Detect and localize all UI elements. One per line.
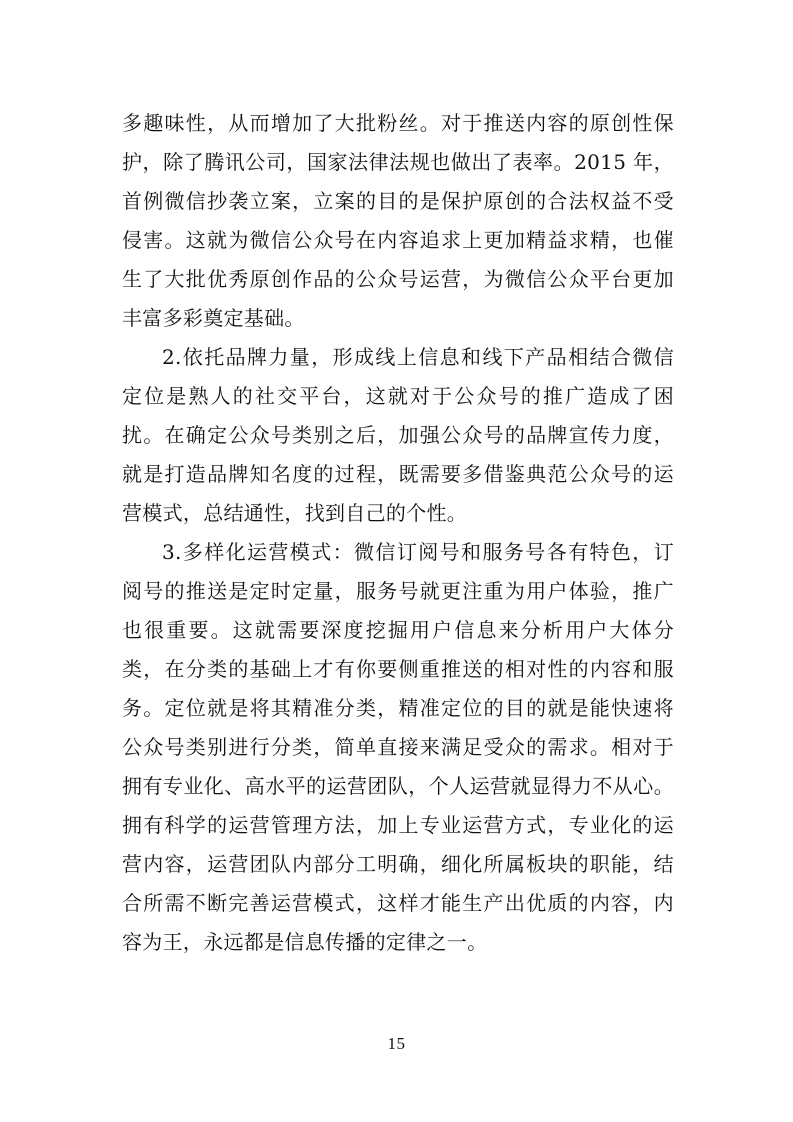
- text-line: 2.依托品牌力量，形成线上信息和线下产品相结合微信: [162, 345, 674, 369]
- text-line: 合所需不断完善运营模式，这样才能生产出优质的内容，内: [122, 891, 674, 915]
- text-line: 也很重要。这就需要深度挖掘用户信息来分析用户大体分: [122, 618, 674, 642]
- text-line: 丰富多彩奠定基础。: [122, 306, 305, 330]
- text-line: 护，除了腾讯公司，国家法律法规也做出了表率。2015 年，: [122, 150, 674, 174]
- text-line: 侵害。这就为微信公众号在内容追求上更加精益求精，也催: [122, 228, 674, 252]
- text-line: 拥有科学的运营管理方法，加上专业运营方式，专业化的运: [122, 813, 674, 837]
- text-line: 公众号类别进行分类，简单直接来满足受众的需求。相对于: [122, 735, 674, 759]
- text-line: 定位是熟人的社交平台，这就对于公众号的推广造成了困: [122, 384, 674, 408]
- text-line: 营内容，运营团队内部分工明确，细化所属板块的职能，结: [122, 852, 674, 876]
- page-number: 15: [387, 1034, 406, 1053]
- text-line: 务。定位就是将其精准分类，精准定位的目的就是能快速将: [122, 696, 674, 720]
- text-line: 类，在分类的基础上才有你要侧重推送的相对性的内容和服: [122, 657, 674, 681]
- text-line: 3.多样化运营模式：微信订阅号和服务号各有特色，订: [162, 540, 674, 564]
- text-line: 就是打造品牌知名度的过程，既需要多借鉴典范公众号的运: [122, 462, 674, 486]
- text-line: 阅号的推送是定时定量，服务号就更注重为用户体验，推广: [122, 579, 674, 603]
- text-line: 容为王，永远都是信息传播的定律之一。: [122, 930, 488, 954]
- text-line: 拥有专业化、高水平的运营团队，个人运营就显得力不从心。: [122, 774, 674, 798]
- text-line: 首例微信抄袭立案，立案的目的是保护原创的合法权益不受: [122, 189, 674, 213]
- text-line: 多趣味性，从而增加了大批粉丝。对于推送内容的原创性保: [122, 111, 674, 135]
- text-line: 生了大批优秀原创作品的公众号运营，为微信公众平台更加: [122, 267, 674, 291]
- text-line: 营模式，总结通性，找到自己的个性。: [122, 501, 468, 525]
- text-line: 扰。在确定公众号类别之后，加强公众号的品牌宣传力度，: [122, 423, 674, 447]
